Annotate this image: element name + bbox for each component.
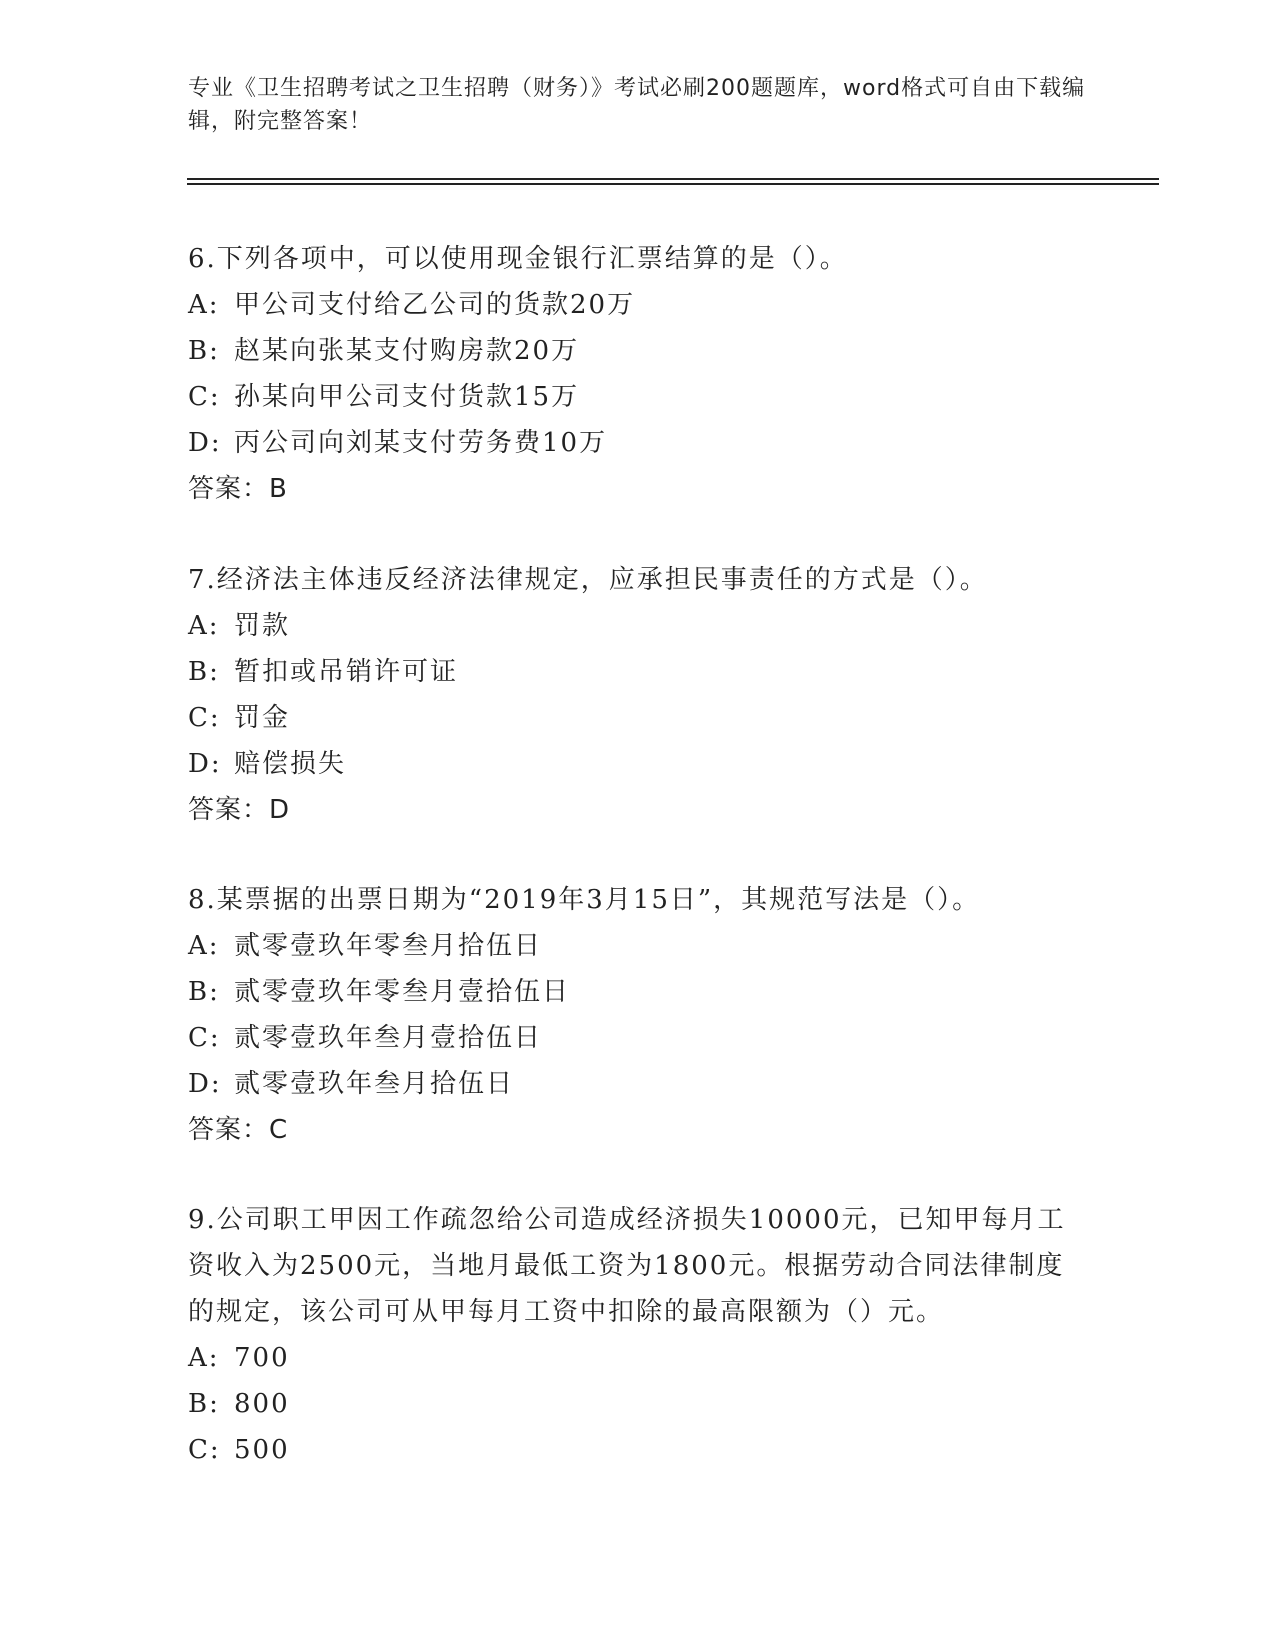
document-intro: 专业《卫生招聘考试之卫生招聘（财务）》考试必刷200题题库，word格式可自由下载编辑，附完整答案！: [188, 76, 1086, 134]
question-stem: 7.经济法主体违反经济法律规定，应承担民事责任的方式是（）。: [188, 565, 988, 595]
option-letter: D:: [188, 428, 222, 458]
option-text: 800: [234, 1389, 290, 1419]
option-letter: A:: [188, 290, 220, 320]
question-7: [188, 557, 1088, 833]
option-text: 700: [234, 1343, 290, 1373]
option-letter: D:: [188, 749, 222, 779]
option-text: 贰零壹玖年零叁月拾伍日: [234, 931, 543, 961]
option-text: 贰零壹玖年零叁月壹拾伍日: [234, 977, 571, 1007]
option-text: 贰零壹玖年叁月壹拾伍日: [234, 1023, 543, 1053]
option-b: [188, 328, 1088, 374]
question-stem: 8.某票据的出票日期为“2019年3月15日”，其规范写法是（）。: [188, 885, 981, 915]
option-letter: B:: [188, 977, 220, 1007]
question-stem: 9.公司职工甲因工作疏忽给公司造成经济损失10000元，已知甲每月工资收入为2500元，当地月最低工资为1800元。根据劳动合同法律制度的规定，该公司可从甲每月工资中扣除的最高限额为（）元。: [188, 1205, 1066, 1327]
option-letter: B:: [188, 657, 220, 687]
question-6: [188, 236, 1088, 512]
option-letter: B:: [188, 1389, 220, 1419]
option-letter: A:: [188, 1343, 220, 1373]
option-c: [188, 1015, 1088, 1061]
option-letter: C:: [188, 703, 221, 733]
option-text: 暂扣或吊销许可证: [234, 657, 459, 687]
option-text: 罚款: [234, 611, 291, 641]
option-d: [188, 1061, 1088, 1107]
option-letter: B:: [188, 336, 220, 366]
option-text: 赵某向张某支付购房款20万: [234, 336, 580, 366]
option-c: [188, 695, 1088, 741]
question-stem: 6.下列各项中，可以使用现金银行汇票结算的是（）。: [188, 244, 848, 274]
answer-key: 答案：D: [188, 795, 291, 825]
option-letter: C:: [188, 1435, 221, 1465]
answer-key: 答案：C: [188, 1115, 289, 1145]
option-a: [188, 282, 1088, 328]
header-divider-top: [187, 178, 1159, 180]
option-text: 甲公司支付给乙公司的货款20万: [234, 290, 636, 320]
option-c: [188, 374, 1088, 420]
option-text: 贰零壹玖年叁月拾伍日: [234, 1069, 515, 1099]
option-text: 500: [234, 1435, 290, 1465]
answer-key: 答案：B: [188, 474, 288, 504]
option-a: [188, 923, 1088, 969]
question-8: [188, 877, 1088, 1153]
option-text: 赔偿损失: [234, 749, 347, 779]
option-text: 丙公司向刘某支付劳务费10万: [234, 428, 608, 458]
option-a: [188, 1335, 1088, 1381]
option-text: 孙某向甲公司支付货款15万: [234, 382, 580, 412]
option-letter: C:: [188, 382, 221, 412]
option-letter: A:: [188, 931, 220, 961]
option-letter: C:: [188, 1023, 221, 1053]
question-9: [188, 1197, 1088, 1473]
option-letter: A:: [188, 611, 220, 641]
option-b: [188, 969, 1088, 1015]
option-d: [188, 741, 1088, 787]
option-b: [188, 649, 1088, 695]
option-c: [188, 1427, 1088, 1473]
option-text: 罚金: [234, 703, 291, 733]
option-letter: D:: [188, 1069, 222, 1099]
header-divider-bottom: [187, 183, 1159, 185]
option-d: [188, 420, 1088, 466]
option-b: [188, 1381, 1088, 1427]
option-a: [188, 603, 1088, 649]
